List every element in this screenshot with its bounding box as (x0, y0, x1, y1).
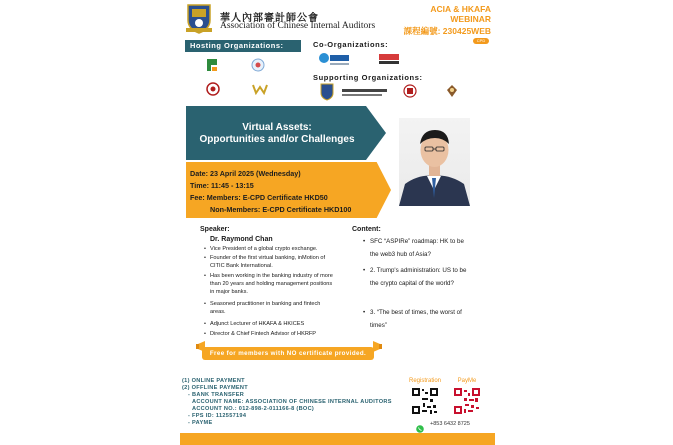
registration-qr-code[interactable] (411, 387, 439, 415)
support-logo-4 (445, 84, 459, 98)
webinar-flyer (180, 0, 495, 445)
speaker-name: Dr. Raymond Chan (210, 236, 273, 243)
org-name-english: Association of Chinese Internal Auditors (220, 21, 376, 31)
course-code: 課程編號: 230425WEB (403, 26, 491, 36)
co-org-logo-2 (378, 52, 400, 66)
payme-qr-code[interactable] (453, 387, 481, 415)
fee-members: Fee: Members: E-CPD Certificate HKD50 (190, 193, 328, 202)
event-title-line2: Opportunities and/or Challenges (199, 134, 355, 145)
event-title-line1: Virtual Assets: (242, 122, 312, 133)
payment-bank-transfer: - BANK TRANSFER (188, 392, 245, 398)
event-time: Time: 11:45 - 13:15 (190, 181, 254, 190)
registration-label: Registration (408, 378, 441, 384)
speaker-bullet: • Director & Chief Fintech Advisor of HKRFP (210, 330, 335, 338)
content-item: • SFC “ASPIRe” roadmap: HK to be the web3 hub of Asia? (370, 236, 468, 261)
hosting-logo-1 (205, 57, 219, 73)
payment-online: (1) ONLINE PAYMENT (182, 378, 245, 384)
payment-offline: (2) OFFLINE PAYMENT (182, 385, 248, 391)
org-name-chinese: 華人內部審計師公會 (220, 13, 319, 24)
title-banner (186, 106, 386, 160)
co-org-logo-gbaftl (318, 50, 350, 68)
support-logo-2 (342, 86, 387, 96)
content-item: • 2. Trump's administration: US to be the crypto capital of the world? (370, 265, 468, 290)
event-date: Date: 23 April 2025 (Wednesday) (190, 169, 301, 178)
megaphone-right-icon (370, 340, 382, 354)
speaker-photo (399, 118, 470, 206)
payment-fps-id: - FPS ID: 112557194 (188, 413, 247, 419)
footer-bar (180, 433, 495, 445)
speaker-bullet: • Founder of the first virtual banking, inMotion of CITIC Bank International. (210, 254, 335, 270)
free-for-members-banner: Free for members with NO certificate provided. (202, 347, 374, 360)
hosting-organizations-label: Hosting Organizations: (185, 40, 301, 52)
payment-account-name: ACCOUNT NAME: ASSOCIATION OF CHINESE INTERNAL AUDITORS (192, 399, 392, 405)
hosting-logo-3 (206, 82, 220, 96)
speaker-heading: Speaker: (200, 226, 230, 233)
payme-label: PayMe (457, 378, 477, 384)
support-logo-1 (319, 83, 335, 101)
speaker-bullet: • Has been working in the banking industry of more than 20 years and holding management positions in major banks. (210, 272, 335, 296)
association-crest-logo (184, 2, 214, 34)
content-heading: Content: (352, 226, 381, 233)
contact-phone[interactable]: +853 6432 8725 (430, 421, 470, 427)
speaker-bullet: • Seasoned practitioner in banking and fintech areas. (210, 300, 335, 316)
supporting-organizations-label: Supporting Organizations: (313, 73, 423, 82)
speaker-bullet: • Vice President of a global crypto exchange. (210, 245, 335, 253)
webinar-label: WEBINAR (450, 14, 491, 24)
hosting-logo-2 (250, 58, 266, 72)
payment-account-number: ACCOUNT NO.: 012-898-2-011166-8 (BOC) (192, 406, 315, 412)
webinar-hosts-title: ACIA & HKAFA (430, 4, 491, 14)
payment-payme: - PAYME (188, 420, 213, 426)
content-item: • 3. “The best of times, the worst of times” (370, 307, 468, 332)
co-organizations-label: Co-Organizations: (313, 40, 389, 49)
cpd-badge: CPD (473, 38, 489, 44)
fee-nonmembers: Non-Members: E-CPD Certificate HKD100 (210, 205, 352, 214)
whatsapp-icon (416, 420, 424, 428)
hosting-logo-4 (252, 82, 268, 94)
support-logo-3 (403, 84, 417, 98)
speaker-bullet: • Adjunct Lecturer of HKAFA & HKICES (210, 320, 335, 328)
